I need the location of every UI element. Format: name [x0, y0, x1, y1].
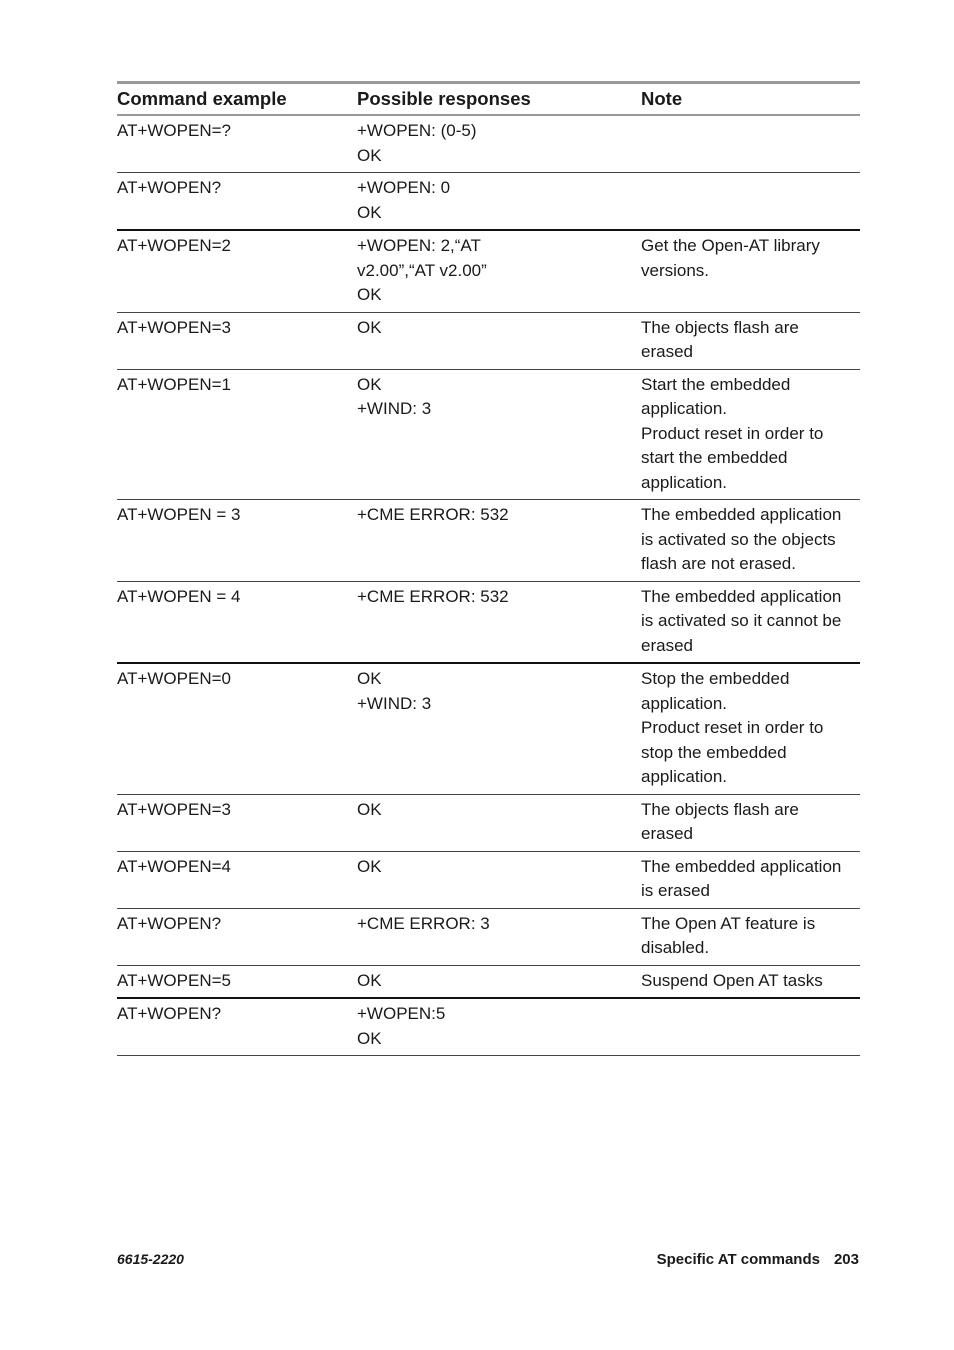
command-cell: AT+WOPEN = 3 [117, 500, 357, 582]
command-cell: AT+WOPEN? [117, 908, 357, 965]
command-cell: AT+WOPEN=3 [117, 794, 357, 851]
command-cell: AT+WOPEN=0 [117, 663, 357, 794]
response-cell: +WOPEN: (0-5) OK [357, 115, 641, 173]
table-row [117, 965, 860, 998]
command-table-container [117, 81, 860, 1056]
table-row [117, 908, 860, 965]
table-row [117, 794, 860, 851]
table-body [117, 115, 860, 1056]
note-cell: Start the embedded application. Product reset in order to start the embedded application. [641, 369, 860, 500]
table-row [117, 115, 860, 173]
command-cell: AT+WOPEN=2 [117, 230, 357, 312]
note-cell: Stop the embedded application. Product reset in order to stop the embedded application. [641, 663, 860, 794]
doc-number: 6615-2220 [117, 1251, 184, 1267]
note-cell [641, 173, 860, 231]
table-header-row [117, 83, 860, 116]
page-number: 203 [833, 1251, 859, 1268]
table-row [117, 851, 860, 908]
header-possible-responses: Possible responses [357, 83, 641, 116]
table-row [117, 230, 860, 312]
response-cell: +WOPEN:5 OK [357, 998, 641, 1056]
response-cell: +CME ERROR: 532 [357, 581, 641, 663]
table-row [117, 369, 860, 500]
response-cell: +CME ERROR: 3 [357, 908, 641, 965]
header-note: Note [641, 83, 860, 116]
table-row [117, 663, 860, 794]
note-cell: The Open AT feature is disabled. [641, 908, 860, 965]
response-cell: OK [357, 794, 641, 851]
response-cell: +WOPEN: 2,“AT v2.00”,“AT v2.00” OK [357, 230, 641, 312]
command-cell: AT+WOPEN? [117, 998, 357, 1056]
response-cell: OK [357, 312, 641, 369]
note-cell: Get the Open-AT library versions. [641, 230, 860, 312]
table-row [117, 581, 860, 663]
table-row [117, 998, 860, 1056]
response-cell: +WOPEN: 0 OK [357, 173, 641, 231]
response-cell: OK +WIND: 3 [357, 369, 641, 500]
note-cell [641, 998, 860, 1056]
note-cell: Suspend Open AT tasks [641, 965, 860, 998]
response-cell: OK [357, 965, 641, 998]
command-cell: AT+WOPEN=5 [117, 965, 357, 998]
command-cell: AT+WOPEN=? [117, 115, 357, 173]
section-title: Specific AT commands [656, 1251, 820, 1268]
command-cell: AT+WOPEN? [117, 173, 357, 231]
table-row [117, 312, 860, 369]
table-row [117, 173, 860, 231]
page-footer [657, 1251, 859, 1268]
table-row [117, 500, 860, 582]
command-table [117, 81, 860, 1056]
note-cell: The embedded application is activated so it cannot be erased [641, 581, 860, 663]
note-cell: The objects flash are erased [641, 312, 860, 369]
response-cell: OK +WIND: 3 [357, 663, 641, 794]
note-cell: The embedded application is erased [641, 851, 860, 908]
response-cell: +CME ERROR: 532 [357, 500, 641, 582]
note-cell: The objects flash are erased [641, 794, 860, 851]
command-cell: AT+WOPEN=4 [117, 851, 357, 908]
command-cell: AT+WOPEN=1 [117, 369, 357, 500]
command-cell: AT+WOPEN=3 [117, 312, 357, 369]
command-cell: AT+WOPEN = 4 [117, 581, 357, 663]
response-cell: OK [357, 851, 641, 908]
note-cell [641, 115, 860, 173]
note-cell: The embedded application is activated so the objects flash are not erased. [641, 500, 860, 582]
header-command-example: Command example [117, 83, 357, 116]
